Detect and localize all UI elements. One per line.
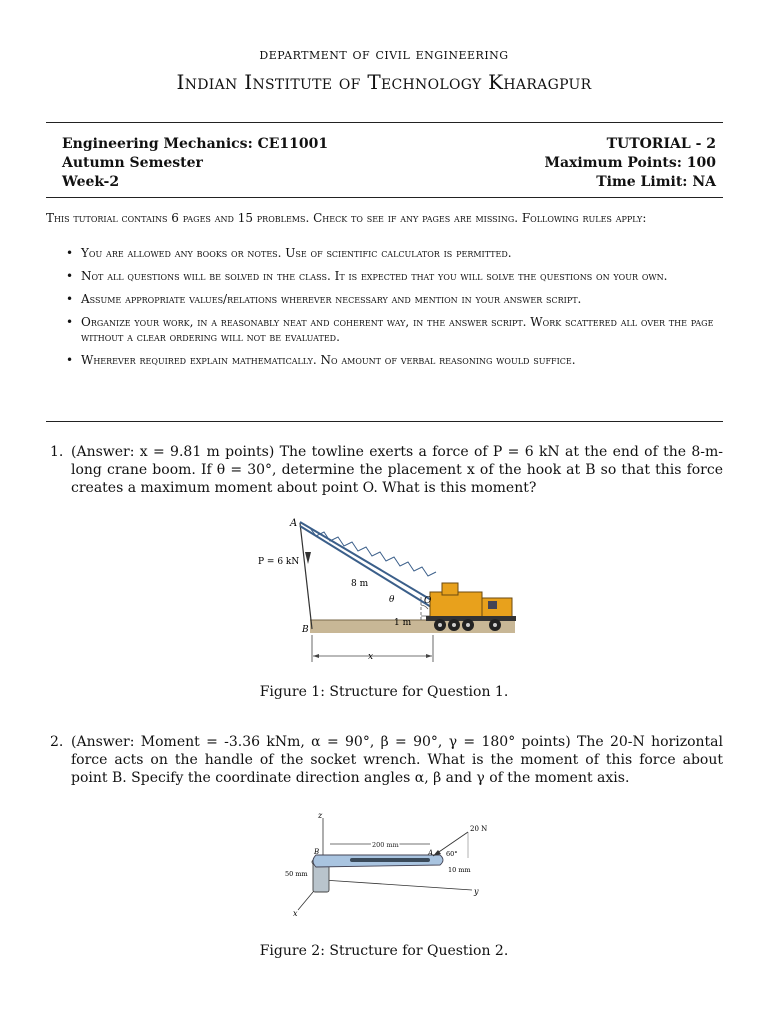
question-1 (50, 443, 723, 497)
label-a: A (428, 849, 434, 857)
crane-figure (250, 512, 520, 664)
rule-item: • Not all questions will be solved in the class. It is expected that you will solve the questions on your own. (66, 269, 723, 284)
label-20n: 20 N (470, 825, 488, 833)
label-y: y (474, 887, 479, 896)
rule-item: • Organize your work, in a reasonably neat and coherent way, in the answer script. Work scattered all over the page without a clear ordering will not be evaluated. (66, 315, 723, 345)
rule-item: • Wherever required explain mathematically. No amount of verbal reasoning would suffice. (66, 353, 723, 368)
label-60deg: 60° (446, 850, 458, 858)
label-10mm: 10 mm (448, 866, 471, 874)
label-x: x (368, 652, 374, 662)
label-200mm: 200 mm (372, 841, 399, 849)
question-text: (Answer: x = 9.81 m points) The towline exerts a force of P = 6 kN at the end of the 8-m-long crane boom. If θ = 30°, determine the placement x of the hook at B so that this force creates a maximum moment about point O. What is this moment? (71, 444, 723, 496)
ground-strip (310, 620, 515, 633)
tutorial-info (544, 135, 716, 192)
label-theta: θ (389, 595, 395, 605)
label-50mm: 50 mm (285, 870, 308, 878)
institute-heading: Indian Institute of Technology Kharagpur (176, 70, 592, 94)
figure-2-caption: Figure 2: Structure for Question 2. (259, 943, 509, 959)
week: Week-2 (62, 174, 120, 190)
label-one-m: 1 m (394, 618, 412, 628)
y-axis (323, 880, 472, 890)
dimension-arrow-icon (313, 654, 319, 658)
course-code: Engineering Mechanics: CE11001 (62, 136, 329, 152)
max-points: Maximum Points: 100 (544, 155, 716, 171)
label-x: x (293, 909, 298, 918)
rules-intro: This tutorial contains 6 pages and 15 problems. Check to see if any pages are missing. Following rules apply: (46, 211, 647, 225)
dimension-arrow-icon (426, 654, 432, 658)
question-2 (50, 733, 723, 787)
crane-boom (300, 522, 438, 610)
wrench-handle-groove (350, 858, 430, 862)
question-text: (Answer: Moment = -3.36 kNm, α = 90°, β = 90°, γ = 180° points) The 20-N horizontal force acts on the handle of the socket wrench. What is the moment of this force about point B. Specify the coordinate direction angles α, β and γ of the moment axis. (71, 734, 723, 786)
label-a: A (290, 518, 298, 529)
time-limit: Time Limit: NA (596, 174, 716, 190)
label-o: O (424, 596, 432, 606)
rule-item: • Assume appropriate values/relations wherever necessary and mention in your answer script. (66, 292, 723, 307)
socket-wrench-figure (280, 810, 500, 924)
figure-1-caption: Figure 1: Structure for Question 1. (259, 684, 509, 700)
question-number: 2. (50, 734, 64, 750)
label-b: B (314, 848, 320, 856)
semester: Autumn Semester (62, 155, 203, 171)
rule-item: • You are allowed any books or notes. Use of scientific calculator is permitted. (66, 246, 723, 261)
label-boom-length: 8 m (351, 579, 369, 589)
force-arrow-icon (305, 552, 311, 564)
rules-bottom-rule (46, 421, 723, 422)
department-heading: department of civil engineering (259, 45, 509, 63)
label-z: z (318, 811, 323, 820)
header-top-rule (46, 122, 723, 123)
towline (300, 523, 312, 629)
course-info (62, 135, 328, 192)
label-force-p: P = 6 kN (258, 557, 300, 567)
tutorial-number: TUTORIAL - 2 (606, 136, 716, 152)
question-number: 1. (50, 444, 64, 460)
label-b: B (302, 625, 309, 635)
header-bottom-rule (46, 197, 723, 198)
rules-list (66, 246, 723, 376)
